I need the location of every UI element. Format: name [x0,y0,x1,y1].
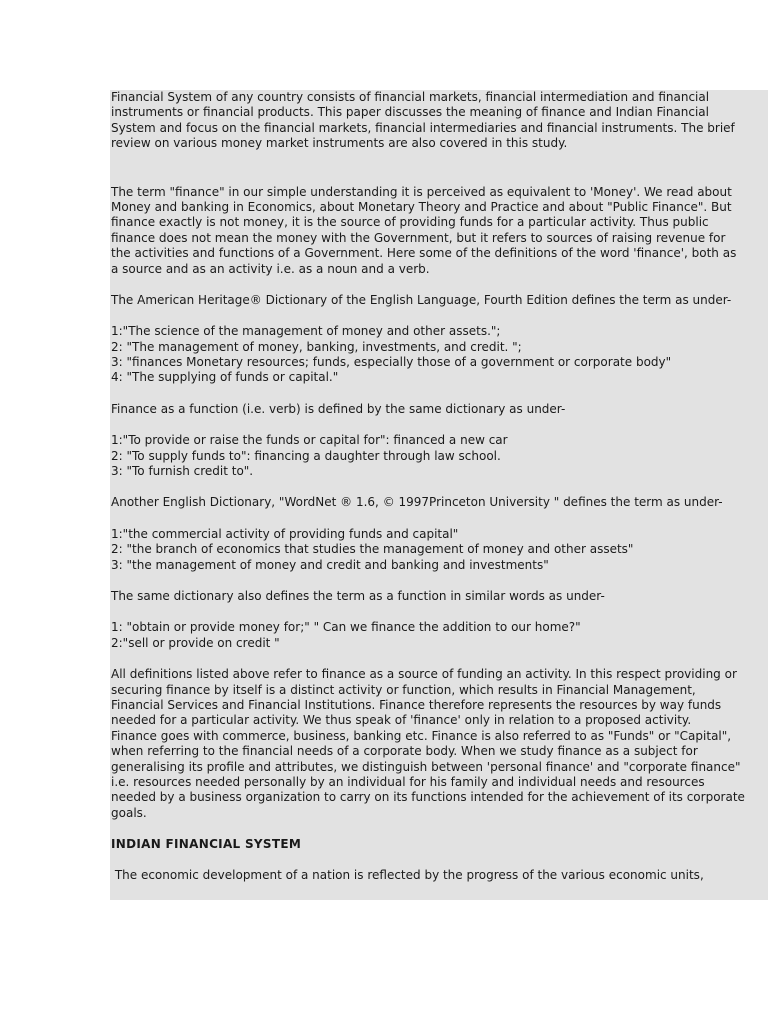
section-heading: INDIAN FINANCIAL SYSTEM [111,837,302,852]
list-item: 2: "The management of money, banking, investments, and credit. "; [111,339,522,354]
function-intro: Finance as a function (i.e. verb) is defined by the same dictionary as under- [111,401,566,416]
text-line: generalising its profile and attributes, we distinguish between 'personal finance' and "corporate finance" [111,759,741,774]
list-item: 2: "the branch of economics that studies the management of money and other assets" [111,542,634,557]
document-content [110,90,768,900]
document-text [111,90,768,884]
list-item: 1:"To provide or raise the funds or capital for": financed a new car [111,433,508,448]
spacer [111,511,768,527]
text-line: securing finance by itself is a distinct activity or function, which results in Financial Management, [111,682,696,697]
text-line: the activities and functions of a Government. Here some of the definitions of the word 'finance', both as [111,246,737,261]
spacer [111,277,768,293]
heritage-intro: The American Heritage® Dictionary of the English Language, Fourth Edition defines the term as under- [111,292,732,307]
function-definitions [111,433,768,479]
list-item: 1: "obtain or provide money for;" " Can we finance the addition to our home?" [111,620,581,635]
list-item: 2:"sell or provide on credit " [111,635,280,650]
spacer [111,604,768,620]
spacer [111,308,768,324]
finance-paragraph [111,185,768,277]
summary-paragraph [111,667,768,821]
wordnet-intro: Another English Dictionary, "WordNet ® 1.6, © 1997Princeton University " defines the term as under- [111,495,723,510]
heritage-definitions [111,324,768,386]
wordnet-definitions [111,527,768,573]
text-line: needed by a business organization to carry on its functions intended for the achievement of its corporate [111,790,745,805]
text-line: Finance goes with commerce, business, banking etc. Finance is also referred to as "Funds" or "Capital", [111,728,732,743]
text-line: needed for a particular activity. We thus speak of 'finance' only in relation to a proposed activity. [111,713,692,728]
spacer [111,417,768,433]
text-line: instruments or financial products. This paper discusses the meaning of finance and Indian Financial [111,105,709,120]
text-line: Financial System of any country consists of financial markets, financial intermediation and financial [111,90,710,104]
last-paragraph [111,868,768,883]
text-line: System and focus on the financial markets, financial intermediaries and financial instruments. The brief [111,120,735,135]
spacer [111,821,768,837]
text-line: finance exactly is not money, it is the source of providing funds for a particular activity. Thus public [111,215,709,230]
spacer [111,852,768,868]
same-dict-definitions [111,620,768,651]
list-item: 3: "To furnish credit to". [111,464,254,479]
text-line: finance does not mean the money with the Government, but it refers to sources of raising revenue for [111,230,726,245]
text-line: i.e. resources needed personally by an individual for his family and individual needs and resources [111,774,705,789]
spacer [111,152,768,185]
text-line: Financial Services and Financial Institutions. Finance therefore represents the resources by way funds [111,697,722,712]
text-line: The economic development of a nation is reflected by the progress of the various economic units, [111,868,704,883]
intro-paragraph [111,90,768,152]
text-line: All definitions listed above refer to finance as a source of funding an activity. In this respect providing or [111,667,737,682]
list-item: 4: "The supplying of funds or capital." [111,370,339,385]
spacer [111,573,768,589]
list-item: 3: "the management of money and credit and banking and investments" [111,557,549,572]
text-line: The term "finance" in our simple understanding it is perceived as equivalent to 'Money'. We read about [111,184,732,199]
spacer [111,479,768,495]
same-dict-intro: The same dictionary also defines the term as a function in similar words as under- [111,588,605,603]
list-item: 2: "To supply funds to": financing a daughter through law school. [111,448,501,463]
spacer [111,386,768,402]
list-item: 3: "finances Monetary resources; funds, especially those of a government or corporate body" [111,355,672,370]
text-line: goals. [111,805,147,820]
list-item: 1:"the commercial activity of providing funds and capital" [111,526,459,541]
text-line: Money and banking in Economics, about Monetary Theory and Practice and about "Public Finance". But [111,199,732,214]
text-line: a source and as an activity i.e. as a noun and a verb. [111,261,430,276]
text-line: review on various money market instruments are also covered in this study. [111,136,568,151]
spacer [111,651,768,667]
text-line: when referring to the financial needs of a corporate body. When we study finance as a subject for [111,744,698,759]
list-item: 1:"The science of the management of money and other assets."; [111,324,501,339]
